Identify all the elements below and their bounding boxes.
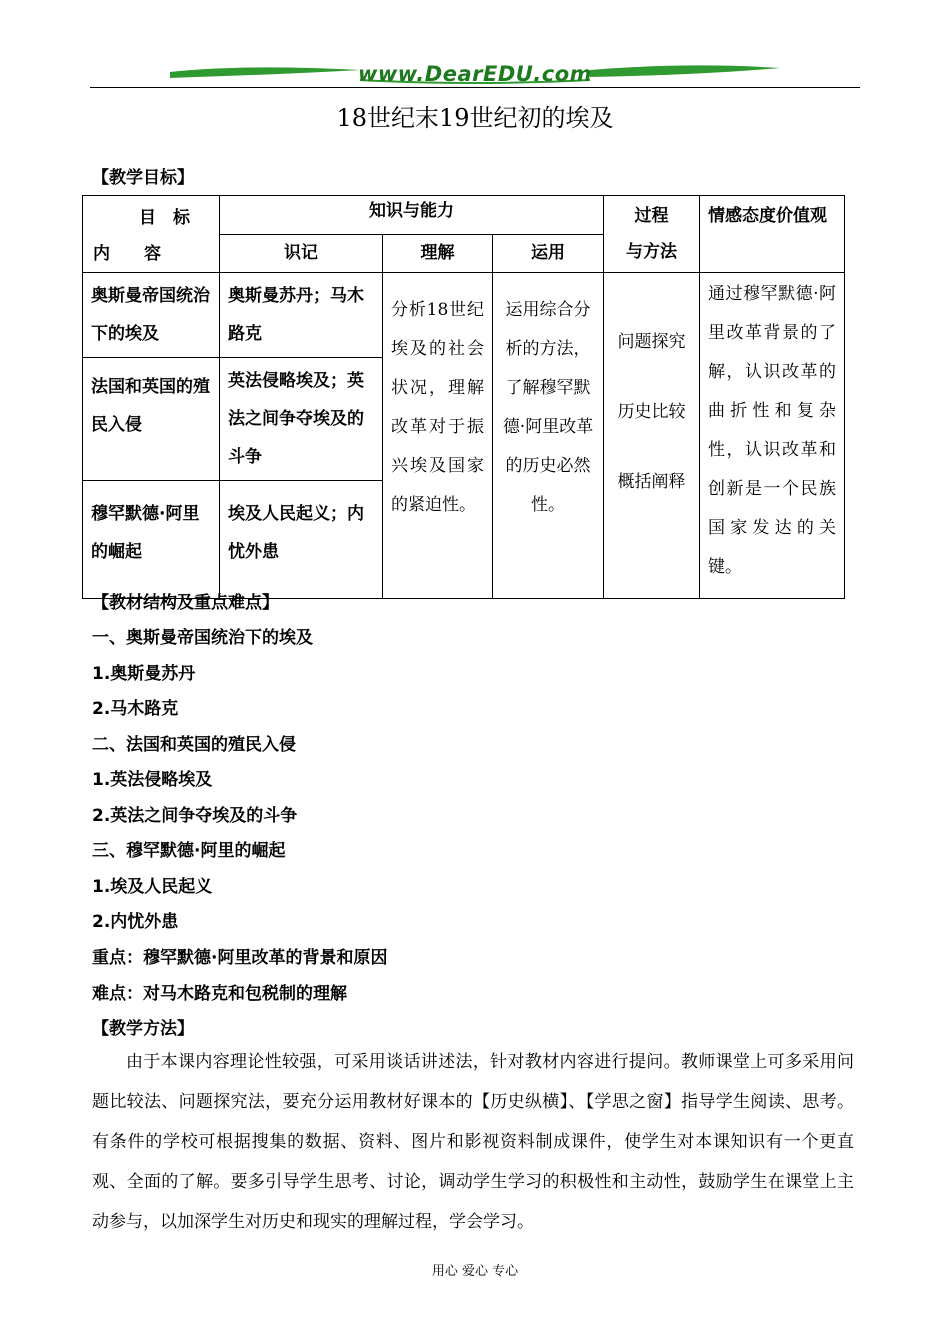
table-row-content: 法国和英国的殖民入侵 — [83, 358, 220, 481]
process-item: 历史比较 — [617, 402, 686, 422]
emotion-header: 情感态度价值观 — [700, 196, 845, 273]
outline-item: 1.埃及人民起义 — [92, 877, 213, 897]
outline-item: 二、法国和英国的殖民入侵 — [92, 735, 296, 755]
table-row-remember: 埃及人民起义；内忧外患 — [220, 481, 383, 599]
col-header-apply: 运用 — [493, 234, 604, 273]
outline-item: 2.内忧外患 — [92, 912, 179, 932]
section-heading-structure: 【教材结构及重点难点】 — [92, 593, 279, 613]
key-point: 重点：穆罕默德·阿里改革的背景和原因 — [92, 948, 388, 968]
col-header-remember: 识记 — [220, 234, 383, 273]
document-title: 18世纪末19世纪初的埃及 — [336, 104, 614, 132]
outline-item: 1.奥斯曼苏丹 — [92, 664, 196, 684]
teaching-goals-table — [82, 195, 845, 599]
logo-text: www.DearEDU.com — [357, 62, 593, 86]
corner-goal-label: 目 标 — [139, 208, 190, 228]
outline-item: 2.英法之间争夺埃及的斗争 — [92, 806, 298, 826]
difficult-point: 难点：对马木路克和包税制的理解 — [92, 984, 347, 1004]
section-heading-method: 【教学方法】 — [92, 1019, 194, 1039]
table-row-remember: 英法侵略埃及；英法之间争夺埃及的斗争 — [220, 358, 383, 481]
emotion-cell: 通过穆罕默德·阿里改革背景的了解，认识改革的曲折性和复杂性，认识改革和创新是一个民族国家发达的关键。 — [700, 273, 845, 599]
col-header-understand: 理解 — [383, 234, 493, 273]
outline-item: 1.英法侵略埃及 — [92, 770, 213, 790]
process-method-header — [604, 196, 700, 273]
process-cell — [604, 273, 700, 599]
table-corner-cell — [83, 196, 220, 273]
method-paragraph: 由于本课内容理论性较强，可采用谈话讲述法，针对教材内容进行提问。教师课堂上可多采用问题比较法、问题探究法，要充分运用教材好课本的【历史纵横】、【学思之窗】指导学生阅读、思考。有条件的学校可根据搜集的数据、资料、图片和影视资料制成课件，使学生对本课知识有一个更直观、全面的了解。要多引导学生思考、讨论，调动学生学习的积极性和主动性，鼓励学生在课堂上主动参与，以加深学生对历史和现实的理解过程，学会学习。 — [92, 1052, 854, 1232]
outline-item: 2.马木路克 — [92, 699, 179, 719]
process-item: 概括阐释 — [617, 472, 686, 492]
knowledge-ability-header: 知识与能力 — [220, 196, 604, 235]
understand-cell: 分析18世纪埃及的社会状况，理解改革对于振兴埃及国家的紧迫性。 — [383, 273, 493, 599]
outline-item: 一、奥斯曼帝国统治下的埃及 — [92, 628, 313, 648]
outline-item: 三、穆罕默德·阿里的崛起 — [92, 841, 286, 861]
process-header-line1: 过程 — [634, 206, 669, 226]
table-row-content: 奥斯曼帝国统治下的埃及 — [83, 273, 220, 358]
header-divider — [90, 87, 860, 88]
corner-content-label: 内 容 — [93, 244, 161, 264]
table-row-remember: 奥斯曼苏丹；马木路克 — [220, 273, 383, 358]
process-header-line2: 与方法 — [626, 242, 678, 262]
section-heading-teaching-goals: 【教学目标】 — [92, 168, 194, 188]
apply-cell: 运用综合分析的方法，了解穆罕默德·阿里改革的历史必然性。 — [493, 273, 604, 599]
table-row-content: 穆罕默德·阿里的崛起 — [83, 481, 220, 599]
page-footer: 用心 爱心 专心 — [431, 1264, 519, 1279]
process-item: 问题探究 — [617, 332, 686, 352]
